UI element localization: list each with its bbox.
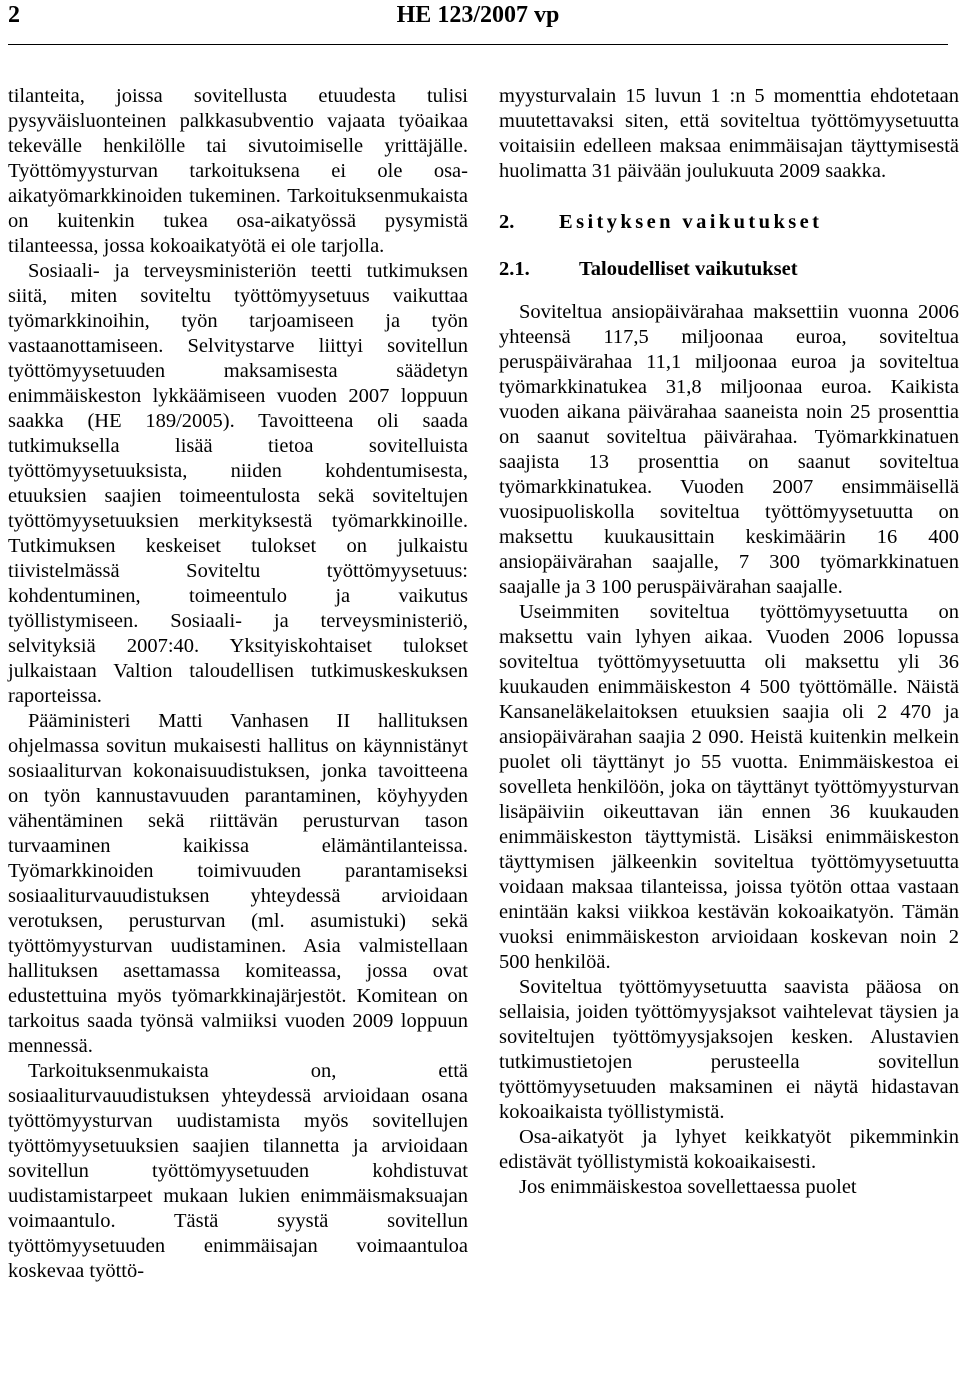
- subsection-heading: [499, 257, 959, 282]
- section-number: 2.: [499, 211, 515, 233]
- section-heading: [499, 210, 959, 235]
- paragraph: Useimmiten soviteltua työttömyysetuutta on maksettu vain lyhyen aikaa. Vuoden 2006 lopussa soviteltua työttömyysetuutta oli maksettu yli 36 kuukauden enimmäiskeston 4 500 työttömälle. Näistä Kansaneläkelaitoksen etuuksien saajia oli 2 470 ja ansiopäivärahan saajia 2 090. Heistä kuitenkin melkein puolet oli täyttänyt jo 55 vuotta. Enimmäiskestoa ei sovelleta henkilöön, joka on täyttänyt työttömyysturvan lisäpäiviin oikeuttavan iän ennen 36 kuukauden enimmäiskeston täyttymistä. Lisäksi enimmäiskeston täyttymisen jälkeenkin soviteltua työttömyysetuutta voidaan maksaa tilanteissa, joissa työtön ottaa vastaan enintään kaksi viikkoa kestävän kokoaikatyön. Tämän vuoksi enimmäiskeston arvioidaan koskevan noin 2 500 henkilöä.: [499, 601, 959, 973]
- paragraph: Tarkoituksenmukaista on, että sosiaaliturvauudistuksen yhteydessä arvioidaan osana työttömyysturvan uudistamista myös sovitellujen työttömyysetuuksien saajien tilannetta ja arvioidaan sovitellun työttömyysetuuden kohdistuvat uudistamistarpeet mukaan lukien enimmäismaksuajan voimaantulo. Tästä syystä sovitellun työttömyysetuuden enimmäisajan voimaantuloa koskevaa työttö-: [8, 1060, 468, 1282]
- document-id: HE 123/2007 vp: [396, 2, 560, 28]
- subsection-number: 2.1.: [499, 258, 530, 280]
- left-column: [8, 84, 468, 1284]
- paragraph: tilanteita, joissa sovitellusta etuudesta tulisi pysyväisluonteinen palkkasubventio vajaata työaikaa tekevälle henkilölle tai sivutoimiselle yrittäjälle. Työttömyysturvan tarkoituksena ei ole osa-aikatyömarkkinoiden tukeminen. Tarkoituksenmukaista on kuitenkin tukea osa-aikatyössä pysymistä tilanteessa, jossa kokoaikatyötä ei ole tarjolla.: [8, 85, 468, 257]
- paragraph: Pääministeri Matti Vanhasen II hallituksen ohjelmassa sovitun mukaisesti hallitus on käynnistänyt sosiaaliturvan kokonaisuudistuksen, jonka tavoitteena on työn kannustavuuden parantaminen, köyhyyden vähentäminen sekä riittävän perusturvan tason turvaaminen kaikissa elämäntilanteissa. Työmarkkinoiden toimivuuden parantamiseksi sosiaaliturvauudistuksen yhteydessä arvioidaan verotuksen, perusturvan (ml. asumistuki) sekä työttömyysturvan uudistaminen. Asia valmistellaan hallituksen asettamassa komiteassa, jossa ovat edustettuina myös työmarkkinajärjestöt. Komitean on tarkoitus saada työnsä valmiiksi vuoden 2009 loppuun mennessä.: [8, 710, 468, 1057]
- paragraph: Soviteltua työttömyysetuutta saavista pääosa on sellaisia, joiden työttömyysjaksot vaihtelevat täysien ja soviteltujen työttömyysjaksojen kesken. Alustavien tutkimustietojen perusteella sovitellun työttömyysetuuden maksaminen ei näytä hidastavan kokoaikaista työllistymistä.: [499, 976, 959, 1123]
- paragraph: Soviteltua ansiopäivärahaa maksettiin vuonna 2006 yhteensä 117,5 miljoonaa euroa, soviteltua peruspäivärahaa 11,1 miljoonaa euroa ja soviteltua työmarkkinatukea 31,8 miljoonaa euroa. Kaikista vuoden aikana päivärahaa saaneista noin 25 prosenttia on saanut soviteltua päivärahaa. Työmarkkinatuen saajista 13 prosenttia on saanut soviteltua työmarkkinatukea. Vuoden 2007 ensimmäisellä vuosipuoliskolla soviteltua työttömyysetuutta on maksettu kuukausittain keskimäärin 16 400 ansiopäivärahan saajalle, 7 300 työmarkkinatuen saajalle ja 3 100 peruspäivärahan saajalle.: [499, 301, 959, 598]
- right-column: [499, 84, 959, 1200]
- paragraph: Jos enimmäiskestoa sovellettaessa puolet: [519, 1176, 857, 1198]
- paragraph: myysturvalain 15 luvun 1 :n 5 momenttia ehdotetaan muutettavaksi siten, että soviteltua työttömyysetuutta voitaisiin edelleen maksaa enimmäisajan täyttymisestä huolimatta 31 päivään joulukuuta 2009 saakka.: [499, 85, 959, 182]
- section-title: Esityksen vaikutukset: [559, 211, 823, 233]
- page-header: [8, 0, 948, 45]
- page-number: 2: [8, 2, 20, 28]
- paragraph: Osa-aikatyöt ja lyhyet keikkatyöt pikemminkin edistävät työllistymistä kokoaikaisesti.: [499, 1126, 959, 1173]
- paragraph: Sosiaali- ja terveysministeriön teetti tutkimuksen siitä, miten soviteltu työttömyysetuus vaikuttaa työmarkkinoihin, työn tarjoamiseen ja työn vastaanottamiseen. Selvitystarve liittyi sovitellun työttömyysetuuden maksamisesta säädetyn enimmäiskeston lykkäämiseen vuoden 2007 loppuun saakka (HE 189/2005). Tavoitteena oli saada tutkimuksella lisää tietoa sovitelluista työttömyysetuuksista, niiden kohdentumisesta, etuuksien saajien toimeentulosta sekä soviteltujen työttömyysetuuksien merkityksestä työmarkkinoille. Tutkimuksen keskeiset tulokset on julkaistu tiivistelmässä Soviteltu työttömyysetuus: kohdentuminen, toimeentulo ja vaikutus työllistymiseen. Sosiaali- ja terveysministeriö, selvityksiä 2007:40. Yksityiskohtaiset tulokset julkaistaan Valtion taloudellisen tutkimuskeskuksen raporteissa.: [8, 260, 468, 707]
- subsection-title: Taloudelliset vaikutukset: [579, 258, 798, 280]
